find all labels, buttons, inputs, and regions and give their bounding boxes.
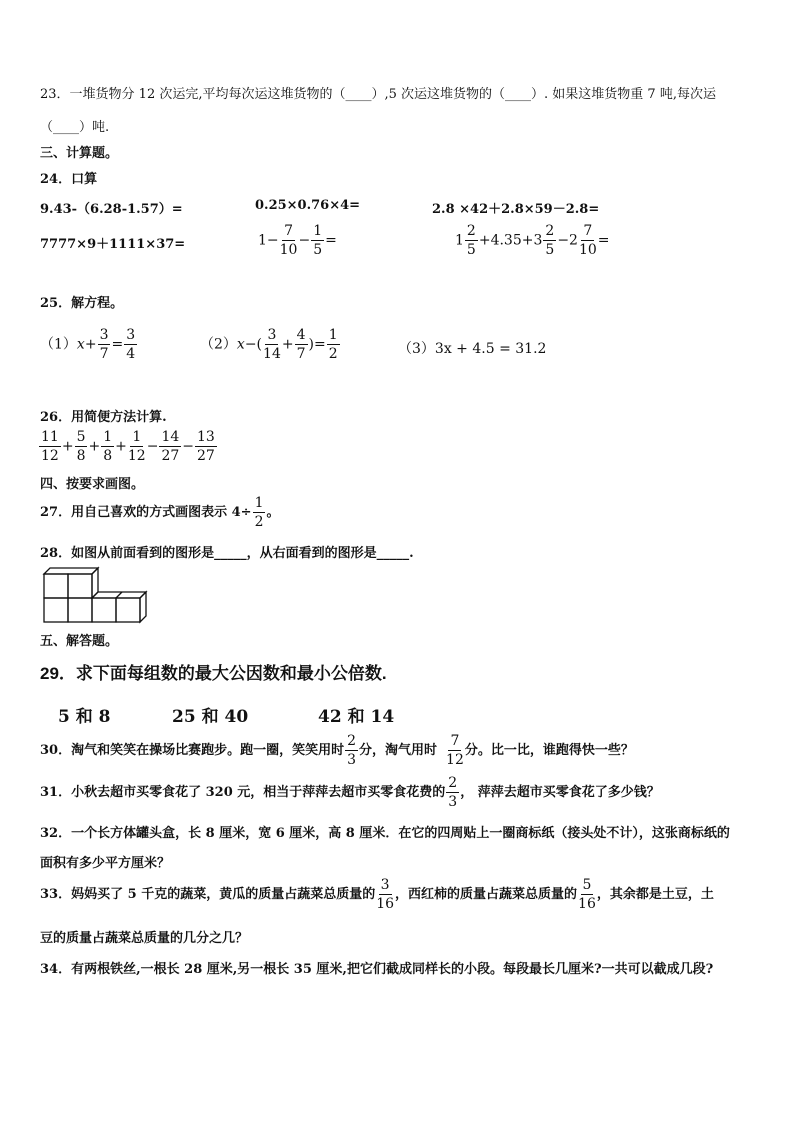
q29-group-3: 42 和 14 <box>318 707 395 727</box>
cube-figure <box>40 566 150 628</box>
q26-operator: + <box>115 438 127 455</box>
q25-equation-1: （1）x+ $\frac{3}{7}$ = $\frac{3}{4}$ <box>40 327 136 362</box>
section-title-5: 五、解答题。 <box>40 634 119 649</box>
q26-title: 26．用简便方法计算. <box>40 410 167 425</box>
q32-line2: 面积有多少平方厘米？ <box>40 856 171 871</box>
q25-equation-2: （2）x−( $\frac{3}{14}$ + $\frac{4}{7}$ )= $\frac{1}{2}$ <box>200 327 338 362</box>
q26-fraction: $\frac{1}{12}$ <box>127 429 146 464</box>
q26-operator: − <box>182 438 194 455</box>
q26-fraction: $\frac{13}{27}$ <box>197 429 215 464</box>
q29-title: 29．求下面每组数的最大公因数和最小公倍数. <box>40 664 387 683</box>
q34-question: 34．有两根铁丝,一根长 28 厘米,另一根长 35 厘米,把它们截成同样长的小段。每段最长几厘米?一共可以截成几段? <box>40 962 714 977</box>
q27-question: 27．用自己喜欢的方式画图表示 4÷ $\frac{1}{2}$ 。 <box>40 495 280 530</box>
section-title-3: 三、计算题。 <box>40 146 119 161</box>
q26-fraction: $\frac{14}{27}$ <box>161 429 180 464</box>
q29-group-1: 5 和 8 <box>58 707 111 727</box>
q25-title: 25．解方程。 <box>40 296 124 311</box>
q26-operator: − <box>146 438 159 455</box>
q26-fraction: $\frac{1}{8}$ <box>103 429 113 464</box>
q26-fraction: $\frac{11}{12}$ <box>41 429 59 464</box>
q25-equation-3: （3）3x + 4.5 = 31.2 <box>398 341 547 357</box>
q24-expr-3: 2.8 ×42＋2.8×59－2.8= <box>432 202 600 217</box>
q26-operator: + <box>88 438 101 455</box>
q26-fraction: $\frac{5}{8}$ <box>76 429 86 464</box>
q26-operator: + <box>61 438 74 455</box>
q33-line1: 33．妈妈买了 5 千克的蔬菜，黄瓜的质量占蔬菜总质量的 $\frac{3}{16}$ ，西红柿的质量占蔬菜总质量的 $\frac{5}{16}$ ，其余都是土豆，土 <box>40 877 714 912</box>
q23-line1: 23．一堆货物分 12 次运完,平均每次运这堆货物的（____）,5 次运这堆货物的（____）. 如果这堆货物重 7 吨,每次运 <box>40 87 716 102</box>
q24-expr-4: 7777×9＋1111×37= <box>40 237 186 252</box>
q33-line2: 豆的质量占蔬菜总质量的几分之几？ <box>40 931 249 946</box>
q24-expr-1: 9.43-（6.28-1.57）= <box>40 202 183 217</box>
q24-expr-6: 1 $\frac{2}{5}$ +4.35+3 $\frac{2}{5}$ −2 $\frac{7}{10}$ = <box>455 223 610 258</box>
q24-expr-5: 1− $\frac{7}{10}$ − $\frac{1}{5}$ = <box>258 223 337 258</box>
q28-question: 28．如图从前面看到的图形是_____，从右面看到的图形是_____. <box>40 546 414 561</box>
q24-title: 24．口算 <box>40 172 98 187</box>
q26-expression <box>38 430 218 463</box>
section-title-4: 四、按要求画图。 <box>40 477 145 492</box>
q30-question: 30．淘气和笑笑在操场比赛跑步。跑一圈，笑笑用时 $\frac{2}{3}$ 分，淘气用时 $\frac{7}{12}$ 分。比一比，谁跑得快一些？ <box>40 733 634 768</box>
q23-line2: （____）吨. <box>40 120 110 135</box>
q32-line1: 32．一个长方体罐头盒，长 8 厘米，宽 6 厘米，高 8 厘米．在它的四周贴上一圈商标纸（接头处不计），这张商标纸的 <box>40 826 730 841</box>
q29-group-2: 25 和 40 <box>172 707 249 727</box>
q24-expr-2: 0.25×0.76×4= <box>255 198 361 213</box>
q31-question: 31．小秋去超市买零食花了 320 元，相当于萍萍去超市买零食花费的 $\frac{2}{3}$ ， 萍萍去超市买零食花了多少钱？ <box>40 775 660 810</box>
